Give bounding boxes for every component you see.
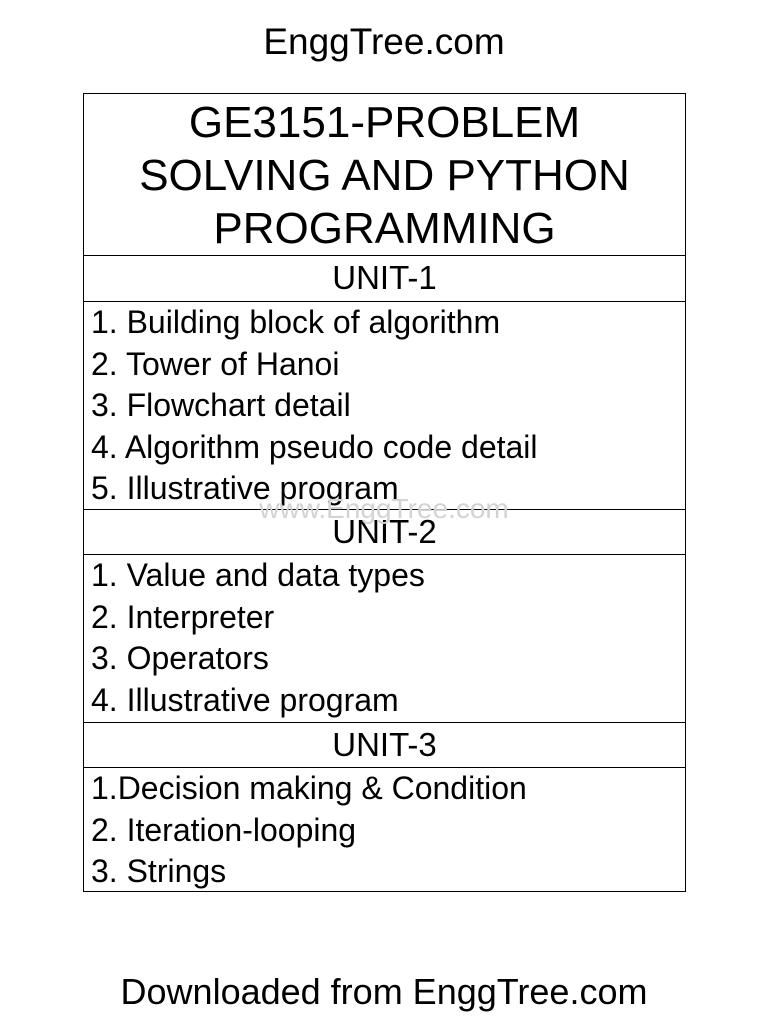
unit-2-header: UNIT-2: [84, 510, 685, 555]
topic-list: [91, 768, 685, 893]
watermark: www.EnggTree.com: [259, 493, 509, 524]
topic-item: 1. Building block of algorithm: [91, 304, 501, 340]
topic-item: 5. Illustrative program: [91, 470, 399, 506]
course-title-line: PROGRAMMING: [213, 204, 556, 253]
topic-item: 1.Decision making & Condition: [91, 770, 527, 806]
topic-item: 3. Strings: [91, 853, 227, 889]
topic-item: 4. Algorithm pseudo code detail: [91, 428, 538, 465]
unit-2-topics: [84, 555, 685, 723]
site-header: EnggTree.com: [263, 21, 505, 62]
topic-item: 3. Flowchart detail: [91, 387, 351, 423]
unit-1-header: UNIT-1: [84, 256, 685, 302]
unit-3-header: UNIT-3: [84, 723, 685, 768]
unit-3-topics: [84, 768, 685, 891]
unit-1-topics: [84, 302, 685, 510]
topic-item: 4. Illustrative program: [91, 681, 399, 718]
course-title: [84, 94, 685, 256]
topic-item: 1. Value and data types: [91, 557, 425, 593]
topic-list: [91, 555, 685, 721]
topic-list: [91, 302, 685, 510]
course-title-line: GE3151-PROBLEM: [188, 98, 581, 147]
syllabus-table: [83, 93, 686, 892]
download-footer: Downloaded from EnggTree.com: [120, 971, 648, 1012]
topic-item: 2. Interpreter: [91, 598, 275, 635]
course-title-line: SOLVING AND PYTHON: [139, 151, 630, 200]
topic-item: 2. Tower of Hanoi: [91, 345, 340, 382]
topic-item: 3. Operators: [91, 640, 269, 676]
topic-item: 2. Iteration-looping: [91, 811, 357, 848]
